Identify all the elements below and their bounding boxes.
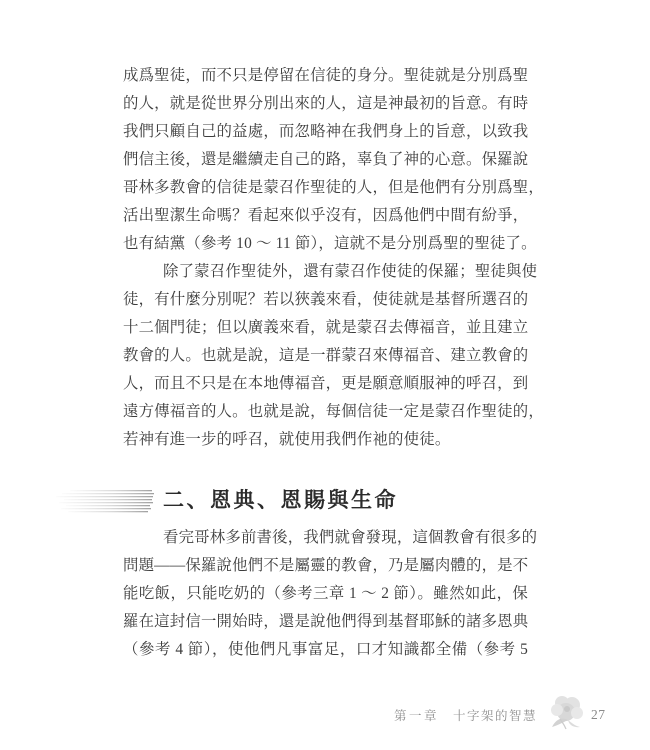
text-line: 十二個門徒；但以廣義來看，就是蒙召去傳福音，並且建立 [123, 319, 529, 336]
footer-chapter-label: 第一章 [394, 709, 440, 723]
text-line: 哥林多教會的信徒是蒙召作聖徒的人，但是他們有分別爲聖， [123, 179, 544, 196]
text-line: 成爲聖徒，而不只是停留在信徒的身分。聖徒就是分別爲聖 [123, 67, 529, 84]
body-text-block-1 [123, 62, 544, 454]
text-line: 能吃飯，只能吃奶的（參考三章 1 ～ 2 節）。雖然如此，保 [123, 585, 528, 602]
text-line: 徒，有什麼分別呢？若以狹義來看，使徒就是基督所選召的 [123, 291, 529, 308]
text-line: 問題——保羅說他們不是屬靈的教會，乃是屬肉體的，是不 [123, 557, 529, 574]
section-heading: 二、恩典、恩賜與生命 [163, 488, 398, 512]
text-line: 看完哥林多前書後，我們就會發現，這個教會有很多的 [163, 529, 538, 546]
body-text-block-2 [123, 524, 538, 664]
text-line: 活出聖潔生命嗎？看起來似乎沒有，因爲他們中間有紛爭， [123, 207, 529, 224]
text-line: 我們只顧自己的益處，而忽略神在我們身上的旨意，以致我 [123, 123, 529, 140]
footer-section-title: 十字架的智慧 [453, 709, 538, 723]
page-footer [394, 694, 606, 736]
text-line: 羅在這封信一開始時，還是說他們得到基督耶穌的諸多恩典 [123, 613, 529, 630]
heading-decoration-stripes [56, 489, 154, 518]
text-line: 遠方傳福音的人。也就是說，每個信徒一定是蒙召作聖徒的， [123, 403, 544, 420]
text-line: 們信主後，還是繼續走自己的路，辜負了神的心意。保羅說 [123, 151, 529, 168]
flower-ornament-icon [542, 693, 588, 737]
text-line: 也有結黨（參考 10 ～ 11 節），這就不是分別爲聖的聖徒了。 [123, 235, 537, 252]
text-line: 教會的人。也就是說，這是一群蒙召來傳福音、建立教會的 [123, 347, 529, 364]
text-line: （參考 4 節），使他們凡事富足，口才知識都全備（參考 5 [123, 641, 528, 658]
page-number: 27 [591, 707, 606, 722]
text-line: 除了蒙召作聖徒外，還有蒙召作使徒的保羅；聖徒與使 [163, 263, 538, 280]
text-line: 人，而且不只是在本地傳福音，更是願意順服神的呼召，到 [123, 375, 529, 392]
text-line: 若神有進一步的呼召，就使用我們作祂的使徒。 [123, 431, 451, 448]
text-line: 的人，就是從世界分別出來的人，這是神最初的旨意。有時 [123, 95, 529, 112]
